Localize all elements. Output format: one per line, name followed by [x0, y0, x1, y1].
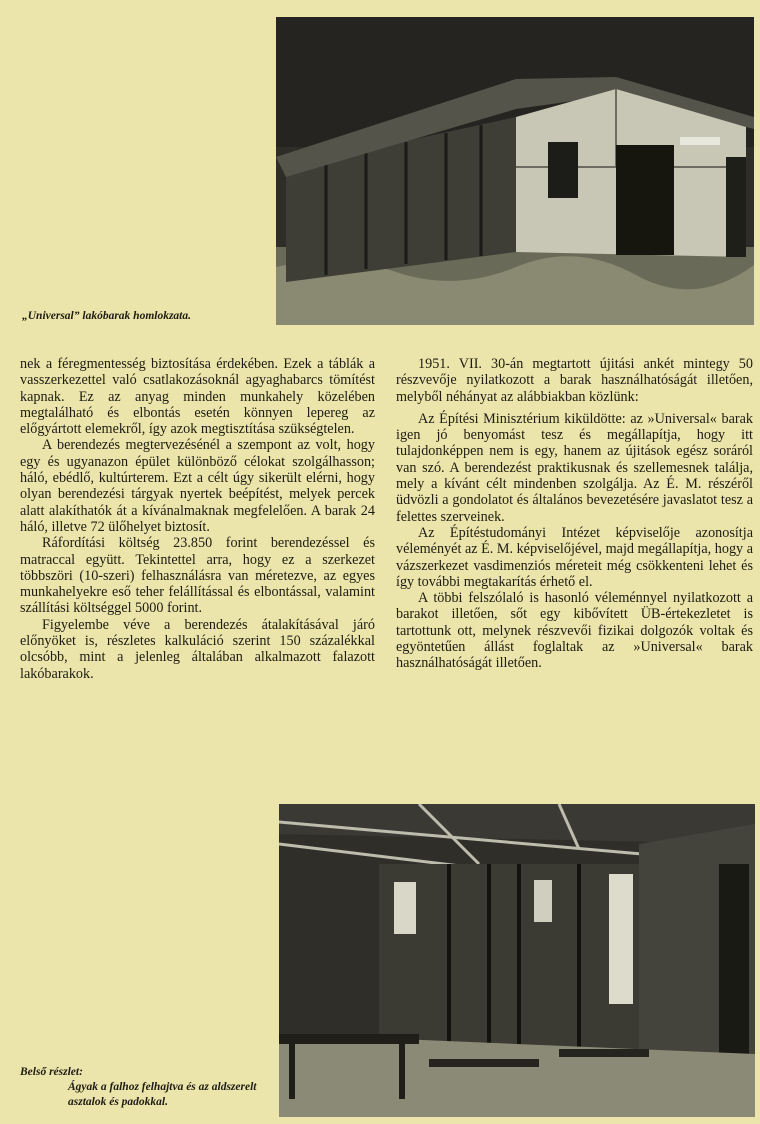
paragraph: 1951. VII. 30-án megtartott újitási ankét mintegy 50 részvevője nyilatkozott a barak használhatóságát illetően, melyből néhányat az alábbiakban közlünk: — [396, 356, 753, 405]
left-text-column — [20, 356, 375, 682]
paragraph: Figyelembe véve a berendezés átalakításával járó előnyöket is, részletes kalkuláció szerint 150 százalékkal olcsóbb, mint a jelenleg általában alkalmazott falazott lakóbarakok. — [20, 616, 375, 682]
paragraph: Ráfordítási költség 23.850 forint berendezéssel és matraccal együtt. Tekintettel arra, hogy ez a szerkezet többszöri (10-szeri) felhasználásra van méretezve, az egyes munkahelyekre eső teher felállítással és elbontással, valamint szállítási költséggel 5000 forint. — [20, 535, 375, 617]
caption-title: Belső részlet: — [20, 1066, 83, 1078]
bottom-photo-caption — [20, 1065, 270, 1110]
right-text-column — [396, 356, 753, 672]
top-photo-caption: „Universal” lakóbarak homlokzata. — [22, 310, 192, 322]
paragraph: Az Építéstudományi Intézet képviselője azonosítja véleményét az É. M. képviselőjével, majd megállapítja, hogy a vázszerkezet vasdimenziós méreteit még csökkenteni lehet és így további megtakarítás érhető el. — [396, 524, 753, 590]
paragraph: A többi felszólaló is hasonló véleménnyel nyilatkozott a barakot illetően, sőt egy kibővített ÜB-értekezletet is tartottunk ott, melynek részvevői fizikai dolgozók voltak és egyöntetűen állást foglaltak az »Universal« barak használhatóságát illetően. — [396, 590, 753, 672]
paragraph: Az Építési Minisztérium kiküldötte: az »Universal« barak igen jó benyomást tesz és megállapítja, hogy itt tulajdonképpen nem is egy, hanem az újitások egész soráról van szó. A berendezést praktikusnak és szellemesnek találja, mely a kívánt célt mindenben szolgálja. Az É. M. részéről üdvözli a gondolatot és általános bevezetésére javaslatot tesz a felettes szerveinek. — [396, 410, 753, 525]
paragraph: A berendezés megtervezésénél a szempont az volt, hogy egy és ugyanazon épület különböző célokat szolgálhasson; háló, ebédlő, kultúrterem. Ezt a célt úgy sikerült elérni, hogy olyan berendezési tárgyak nyertek beépítést, melyek percek alatt alakíthatók át a kívánalmaknak megfelelően. A barak 24 háló, illetve 72 ülőhelyet biztosít. — [20, 437, 375, 535]
barrack-exterior-photo — [276, 17, 754, 325]
paragraph: nek a féregmentesség biztosítása érdekében. Ezek a táblák a vasszerkezettel való csatlakozásoknál agyaghabarcs tömítést kapnak. Ez az anyag minden munkahely közelében megtalálható és elbontás esetén könnyen lepereg az előgyártott elemekről, így azok megtisztítása szükségtelen. — [20, 356, 375, 438]
caption-text: Ágyak a falhoz felhajtva és az aldszerelt asztalok és padokkal. — [68, 1081, 257, 1108]
barrack-interior-photo — [279, 804, 755, 1117]
